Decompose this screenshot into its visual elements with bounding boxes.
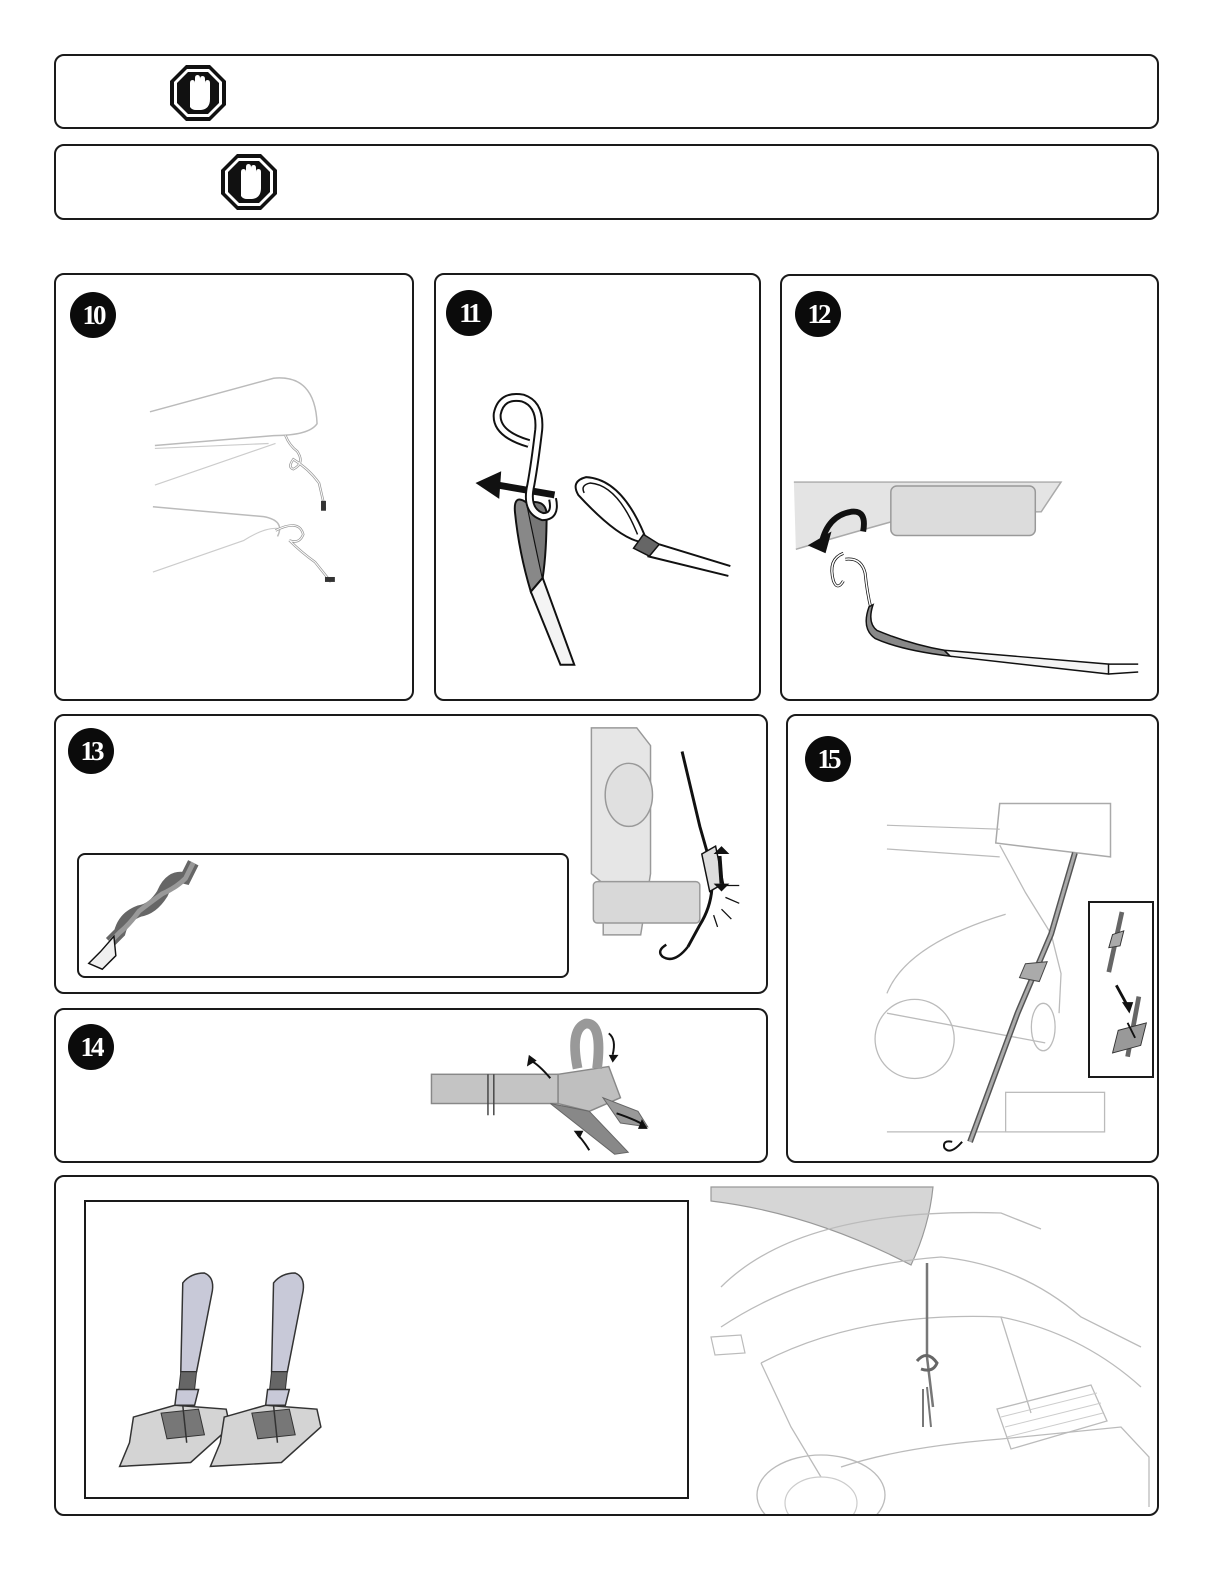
step-number-12: 12 xyxy=(795,291,841,337)
warning-box-2 xyxy=(54,144,1159,220)
step-number-15: 15 xyxy=(805,736,851,782)
step-number-10: 10 xyxy=(70,292,116,338)
buckle-detail-illustration xyxy=(1090,903,1152,1076)
step-number-11: 11 xyxy=(446,290,492,336)
loop-straps-inset xyxy=(84,1200,689,1499)
bottom-panel xyxy=(54,1175,1159,1516)
boat-bow-loop-illustration xyxy=(56,275,412,699)
vehicle-hood-tie-illustration xyxy=(701,1177,1159,1516)
step-13-panel xyxy=(54,714,768,994)
step-11-panel xyxy=(434,273,761,701)
s-hook-strap-illustration xyxy=(436,275,759,699)
twisted-strap-illustration xyxy=(79,855,567,976)
step-number-14: 14 xyxy=(68,1024,114,1070)
step-12-panel xyxy=(780,274,1159,701)
warning-box-1 xyxy=(54,54,1159,129)
stop-hand-icon xyxy=(168,63,228,123)
bumper-hook-illustration xyxy=(782,276,1157,699)
hood-loop-straps-illustration xyxy=(86,1202,687,1497)
step-15-panel xyxy=(786,714,1159,1163)
buckle-detail-inset xyxy=(1088,901,1154,1078)
strap-tie-off-illustration xyxy=(56,1010,766,1161)
step-10-panel xyxy=(54,273,414,701)
stop-hand-icon xyxy=(219,152,279,212)
step-14-panel xyxy=(54,1008,768,1163)
twist-strap-inset xyxy=(77,853,569,978)
step-number-13: 13 xyxy=(68,728,114,774)
